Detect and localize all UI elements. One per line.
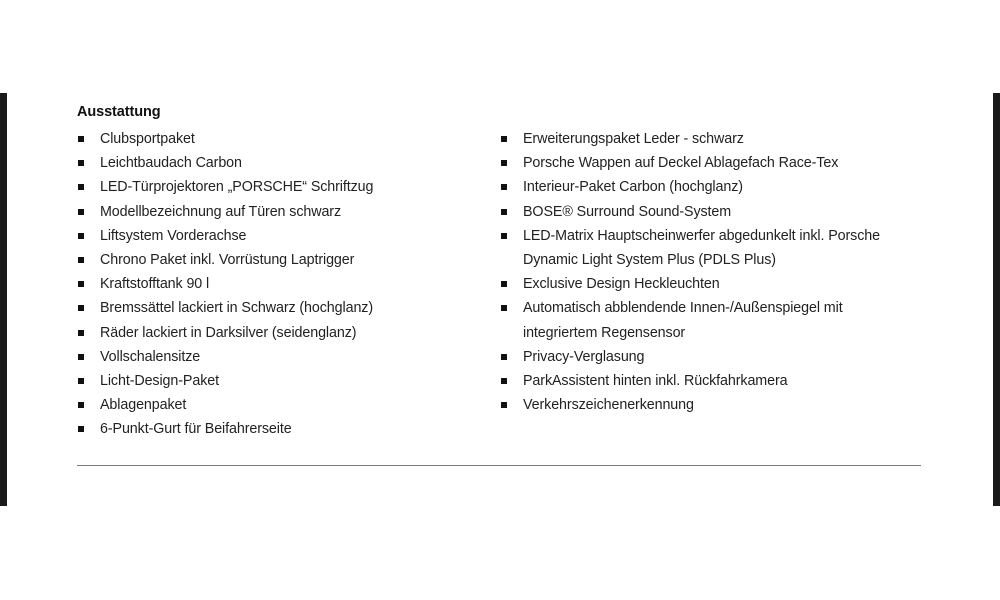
list-item xyxy=(77,151,477,175)
list-item-label: Clubsportpaket xyxy=(100,131,195,147)
list-item xyxy=(500,127,920,151)
bullet-icon xyxy=(78,281,84,287)
list-item-label: Vollschalensitze xyxy=(100,348,201,365)
list-item xyxy=(500,369,920,393)
list-item-label: Kraftstofftank 90 l xyxy=(100,276,210,293)
bullet-icon xyxy=(78,378,84,384)
bullet-icon xyxy=(501,184,507,190)
list-item-label: Exclusive Design Heckleuchten xyxy=(523,276,720,293)
list-item-label: 6-Punkt-Gurt für Beifahrerseite xyxy=(100,421,292,438)
bullet-icon xyxy=(501,160,507,166)
list-item-label: ParkAssistent hinten inkl. Rückfahrkamera xyxy=(523,373,788,390)
list-item xyxy=(77,321,477,345)
bullet-icon xyxy=(78,233,84,239)
equipment-list-left xyxy=(77,127,477,442)
list-item xyxy=(500,272,920,296)
list-item xyxy=(77,248,477,272)
list-item-label: Ablagenpaket xyxy=(100,397,187,414)
list-item-label: BOSE® Surround Sound-System xyxy=(523,203,732,220)
list-item xyxy=(500,296,920,344)
bullet-icon xyxy=(78,305,84,311)
list-item-label: Privacy-Verglasung xyxy=(523,348,645,365)
bullet-icon xyxy=(501,281,507,287)
list-item-label: Automatisch abblendende Innen-/Außenspiegel mit integriertem Regensensor xyxy=(523,300,843,341)
list-item-label: Räder lackiert in Darksilver (seidenglanz) xyxy=(100,324,357,341)
list-item xyxy=(77,272,477,296)
bullet-icon xyxy=(501,354,507,360)
bullet-icon xyxy=(501,402,507,408)
bullet-icon xyxy=(78,136,84,142)
list-item xyxy=(77,175,477,199)
bullet-icon xyxy=(78,402,84,408)
bullet-icon xyxy=(78,330,84,336)
list-item xyxy=(77,127,477,151)
bullet-icon xyxy=(78,426,84,432)
divider-line xyxy=(77,465,921,466)
list-item xyxy=(77,345,477,369)
list-item xyxy=(500,393,920,417)
bullet-icon xyxy=(78,209,84,215)
bullet-icon xyxy=(78,354,84,360)
list-item xyxy=(500,200,920,224)
list-item xyxy=(77,296,477,320)
bullet-icon xyxy=(501,305,507,311)
list-item xyxy=(500,224,920,272)
list-item xyxy=(77,224,477,248)
list-item xyxy=(500,175,920,199)
list-item xyxy=(77,393,477,417)
equipment-list-right xyxy=(500,127,920,417)
list-item-label: Liftsystem Vorderachse xyxy=(100,227,247,244)
bullet-icon xyxy=(501,136,507,142)
bullet-icon xyxy=(78,257,84,263)
bullet-icon xyxy=(501,233,507,239)
bullet-icon xyxy=(501,378,507,384)
list-item-label: Licht-Design-Paket xyxy=(100,373,219,390)
list-item-label: Interieur-Paket Carbon (hochglanz) xyxy=(523,179,743,196)
bullet-icon xyxy=(78,160,84,166)
list-item xyxy=(77,369,477,393)
left-border xyxy=(0,93,7,506)
list-item xyxy=(500,345,920,369)
bullet-icon xyxy=(78,184,84,190)
list-item-label: Bremssättel lackiert in Schwarz (hochglanz) xyxy=(100,300,374,317)
list-item xyxy=(77,417,477,441)
list-item-label: Leichtbaudach Carbon xyxy=(100,155,242,172)
list-item-label: Modellbezeichnung auf Türen schwarz xyxy=(100,203,342,220)
list-item-label: Chrono Paket inkl. Vorrüstung Laptrigger xyxy=(100,252,355,269)
list-item-label: Erweiterungspaket Leder - schwarz xyxy=(523,131,744,147)
list-item xyxy=(500,151,920,175)
bullet-icon xyxy=(501,209,507,215)
list-item xyxy=(77,200,477,224)
list-item-label: LED-Matrix Hauptscheinwerfer abgedunkelt inkl. Porsche Dynamic Light System Plus (PDLS Plus) xyxy=(523,227,880,269)
section-heading: Ausstattung xyxy=(77,104,161,120)
list-item-label: Verkehrszeichenerkennung xyxy=(523,397,694,414)
list-item-label: Porsche Wappen auf Deckel Ablagefach Race-Tex xyxy=(523,155,839,172)
right-border xyxy=(993,93,1000,506)
list-item-label: LED-Türprojektoren „PORSCHE“ Schriftzug xyxy=(100,179,374,196)
